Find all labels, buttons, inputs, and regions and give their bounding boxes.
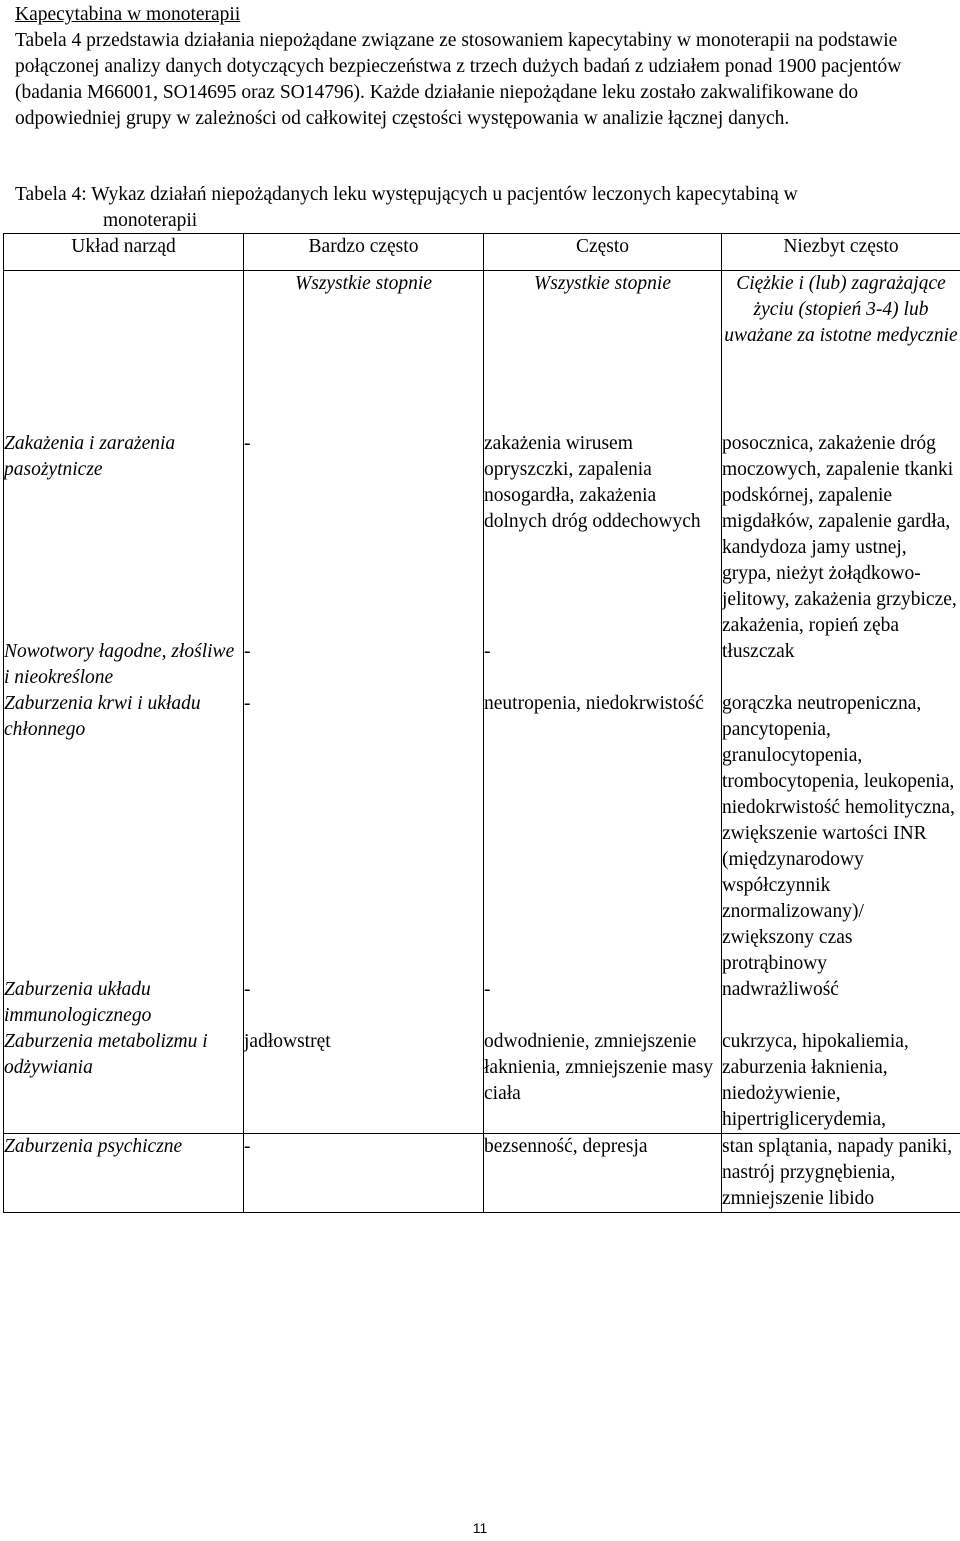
row-very-common: - [244, 1134, 484, 1213]
header-organ-class: Układ narząd [4, 234, 244, 271]
subheader-organ [4, 271, 244, 432]
row-common: - [484, 977, 722, 1029]
header-very-common: Bardzo często [244, 234, 484, 271]
row-organ: Zaburzenia układu immunologicznego [4, 977, 244, 1029]
intro-paragraph: Tabela 4 przedstawia działania niepożądane związane ze stosowaniem kapecytabiny w monoterapii na podstawie połączonej analizy danych dotyczących bezpieczeństwa z trzech dużych badań z udziałem ponad 1900 pacjentów (badania M66001, SO14695 oraz SO14796). Każde działanie niepożądane leku zostało zakwalifikowane do odpowiedniej grupy w zależności od całkowitej częstości występowania w analizie łącznej danych. [15, 28, 950, 132]
table-caption [15, 182, 950, 234]
header-uncommon: Niezbyt często [722, 234, 960, 271]
row-uncommon: nadwrażliwość [722, 977, 960, 1029]
row-common: zakażenia wirusem opryszczki, zapalenia nosogardła, zakażenia dolnych dróg oddechowych [484, 431, 722, 639]
row-very-common: - [244, 431, 484, 639]
table-row [4, 431, 960, 639]
row-very-common: - [244, 691, 484, 977]
table-header-row [4, 234, 960, 271]
row-uncommon: stan splątania, napady paniki, nastrój przygnębienia, zmniejszenie libido [722, 1134, 960, 1213]
row-organ: Nowotwory łagodne, złośliwe i nieokreślone [4, 639, 244, 691]
row-uncommon: tłuszczak [722, 639, 960, 691]
row-very-common: - [244, 977, 484, 1029]
row-common: odwodnienie, zmniejszenie łaknienia, zmniejszenie masy ciała [484, 1029, 722, 1134]
subheader-uncommon: Ciężkie i (lub) zagrażające życiu (stopień 3-4) lub uważane za istotne medycznie [722, 271, 960, 432]
subheader-very-common: Wszystkie stopnie [244, 271, 484, 432]
row-common: bezsenność, depresja [484, 1134, 722, 1213]
subheader-common: Wszystkie stopnie [484, 271, 722, 432]
row-very-common: - [244, 639, 484, 691]
table-row [4, 639, 960, 691]
row-organ: Zakażenia i zarażenia pasożytnicze [4, 431, 244, 639]
row-common: - [484, 639, 722, 691]
row-uncommon: cukrzyca, hipokaliemia, zaburzenia łaknienia, niedożywienie, hipertriglicerydemia, [722, 1029, 960, 1134]
row-organ: Zaburzenia krwi i układu chłonnego [4, 691, 244, 977]
table-subheader-row [4, 271, 960, 432]
row-uncommon: gorączka neutropeniczna, pancytopenia, granulocytopenia, trombocytopenia, leukopenia, niedokrwistość hemolityczna, zwiększenie wartości INR (międzynarodowy współczynnik znormalizowany)/ zwiększony czas protrąbinowy [722, 691, 960, 977]
row-common: neutropenia, niedokrwistość [484, 691, 722, 977]
row-very-common: jadłowstręt [244, 1029, 484, 1134]
table-caption-line2: monoterapii [15, 208, 950, 234]
section-heading: Kapecytabina w monoterapii [15, 2, 240, 28]
table-row [4, 977, 960, 1029]
row-organ: Zaburzenia psychiczne [4, 1134, 244, 1213]
table-row [4, 1134, 960, 1213]
table-row [4, 1029, 960, 1134]
page-number: 11 [0, 1515, 960, 1541]
row-organ: Zaburzenia metabolizmu i odżywiania [4, 1029, 244, 1134]
row-uncommon: posocznica, zakażenie dróg moczowych, zapalenie tkanki podskórnej, zapalenie migdałków, zapalenie gardła, kandydoza jamy ustnej, grypa, nieżyt żołądkowo-jelitowy, zakażenia grzybicze, zakażenia, ropień zęba [722, 431, 960, 639]
table-caption-line1: Tabela 4: Wykaz działań niepożądanych leku występujących u pacjentów leczonych kapecytabiną w [15, 184, 798, 205]
header-common: Często [484, 234, 722, 271]
adverse-reactions-table [3, 233, 960, 1213]
table-row [4, 691, 960, 977]
